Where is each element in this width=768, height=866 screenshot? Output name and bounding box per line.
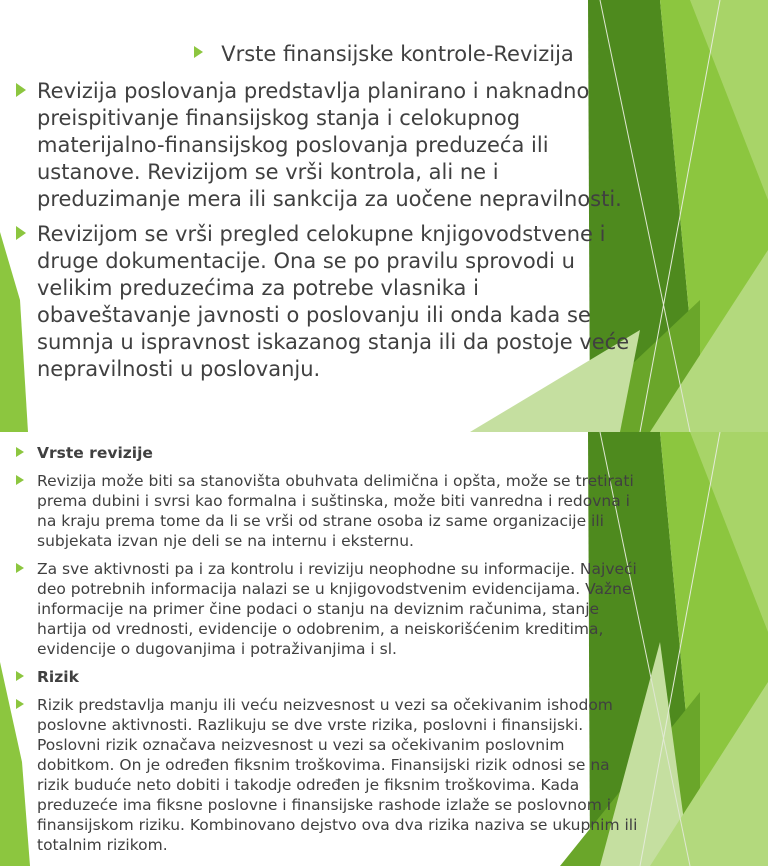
section-heading: Rizik [16, 667, 641, 687]
paragraph: Revizija može biti sa stanovišta obuhvata delimična i opšta, može se tretirati prema dubini i svrsi kao formalna i suštinska, može biti vanredna i redovna i na kraju prema tome da li se vrši od strane osoba iz same organizacije ili subjekata izvan nje deli se na internu i eksternu. [16, 471, 641, 551]
paragraph: Revizijom se vrši pregled celokupne knjigovodstvene i druge dokumentacije. Ona se po pravilu sprovodi u velikim preduzećima za potrebe vlasnika i obaveštavanje javnosti o poslovanju ili onda kada se sumnja u ispravnost iskazanog stanja ili da postoje veće nepravilnosti u poslovanju. [16, 221, 634, 383]
slide-2-body [16, 443, 641, 863]
bullet-icon [16, 671, 24, 681]
bullet-icon [194, 46, 203, 58]
bullet-icon [16, 699, 24, 709]
section-heading: Vrste revizije [16, 443, 641, 463]
paragraph: Revizija poslovanja predstavlja planirano i naknadno preispitivanje finansijskog stanja i celokupnog materijalno-finansijskog poslovanja preduzeća ili ustanove. Revizijom se vrši kontrola, ali ne i preduzimanje mera ili sankcija za uočene nepravilnosti. [16, 78, 634, 213]
paragraph: Za sve aktivnosti pa i za kontrolu i reviziju neophodne su informacije. Najveći deo potrebnih informacija nalazi se u knjigovodstvenim evidencijama. Važne informacije na primer čine podaci o stanju na deviznim računima, stanje hartija od vrednosti, evidencije o odobrenim, a neiskorišćenim kreditima, evidencije o dugovanjima i potraživanjima i sl. [16, 559, 641, 659]
slide-2 [0, 432, 768, 866]
slide-1 [0, 0, 768, 432]
bullet-icon [16, 563, 24, 573]
bullet-icon [16, 226, 26, 240]
slide-1-body [16, 78, 634, 391]
bullet-icon [16, 447, 24, 457]
slide-title: Vrste finansijske kontrole-Revizija [0, 42, 768, 66]
bullet-icon [16, 475, 24, 485]
bullet-icon [16, 83, 26, 97]
paragraph: Rizik predstavlja manju ili veću neizvesnost u vezi sa očekivanim ishodom poslovne aktivnosti. Razlikuju se dve vrste rizika, poslovni i finansijski. Poslovni rizik označava neizvesnost u vezi sa očekivanim poslovnim dobitkom. On je određen fiksnim troškovima. Finansijski rizik odnosi se na rizik buduće neto dobiti i takodje određen je fiksnim troškovima. Kada preduzeće ima fiksne poslovne i finansijske rashode izlaže se poslovnom i finansijskom riziku. Kombinovano dejstvo ova dva rizika naziva se ukupnim ili totalnim rizikom. [16, 695, 641, 855]
